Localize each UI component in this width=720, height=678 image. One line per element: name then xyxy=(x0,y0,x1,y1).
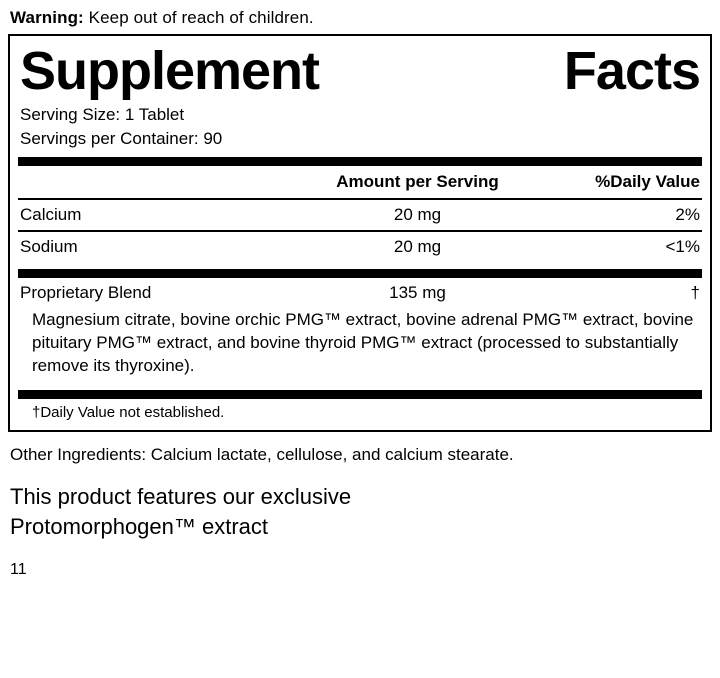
nutrient-amount: 20 mg xyxy=(393,205,442,224)
supplement-facts-title xyxy=(18,40,702,102)
warning-line xyxy=(8,0,712,34)
divider-thick-bottom xyxy=(18,390,702,399)
blend-amount: 135 mg xyxy=(389,283,446,302)
table-header-row xyxy=(18,166,702,198)
blend-description: Magnesium citrate, bovine orchic PMG™ extract, bovine adrenal PMG™ extract, bovine pituitary PMG™ extract, and bovine thyroid PMG™ extract (processed to substantially remove its thyroxine). xyxy=(32,310,694,375)
nutrient-name: Sodium xyxy=(20,237,78,256)
header-amount-per-serving: Amount per Serving xyxy=(336,172,499,191)
proprietary-blend-row xyxy=(18,278,702,308)
page-number: 11 xyxy=(10,561,27,578)
nutrient-name: Calcium xyxy=(20,205,82,224)
nutrient-amount: 20 mg xyxy=(393,237,442,256)
table-row xyxy=(18,232,702,262)
servings-per-container: Servings per Container: 90 xyxy=(20,129,223,148)
other-ingredients: Other Ingredients: Calcium lactate, cellulose, and calcium stearate. xyxy=(10,445,514,464)
warning-label: Warning: xyxy=(10,8,84,27)
title-supplement: Supplement xyxy=(20,41,320,101)
daily-value-footnote: †Daily Value not established. xyxy=(32,404,225,421)
table-row xyxy=(18,200,702,230)
feature-line-1: This product features our exclusive xyxy=(10,484,352,509)
nutrient-daily-value: <1% xyxy=(665,237,700,256)
divider-thick-top xyxy=(18,157,702,166)
blend-daily-value: † xyxy=(690,283,700,302)
divider-thick-middle xyxy=(18,269,702,278)
supplement-facts-panel xyxy=(8,34,712,432)
blend-name: Proprietary Blend xyxy=(20,283,152,302)
feature-line-2: Protomorphogen™ extract xyxy=(10,514,269,539)
nutrient-daily-value: 2% xyxy=(675,205,700,224)
feature-text xyxy=(8,466,712,542)
serving-size: Serving Size: 1 Tablet xyxy=(20,105,185,124)
header-daily-value: %Daily Value xyxy=(595,172,700,191)
title-facts: Facts xyxy=(563,41,700,101)
warning-text: Keep out of reach of children. xyxy=(83,8,314,27)
